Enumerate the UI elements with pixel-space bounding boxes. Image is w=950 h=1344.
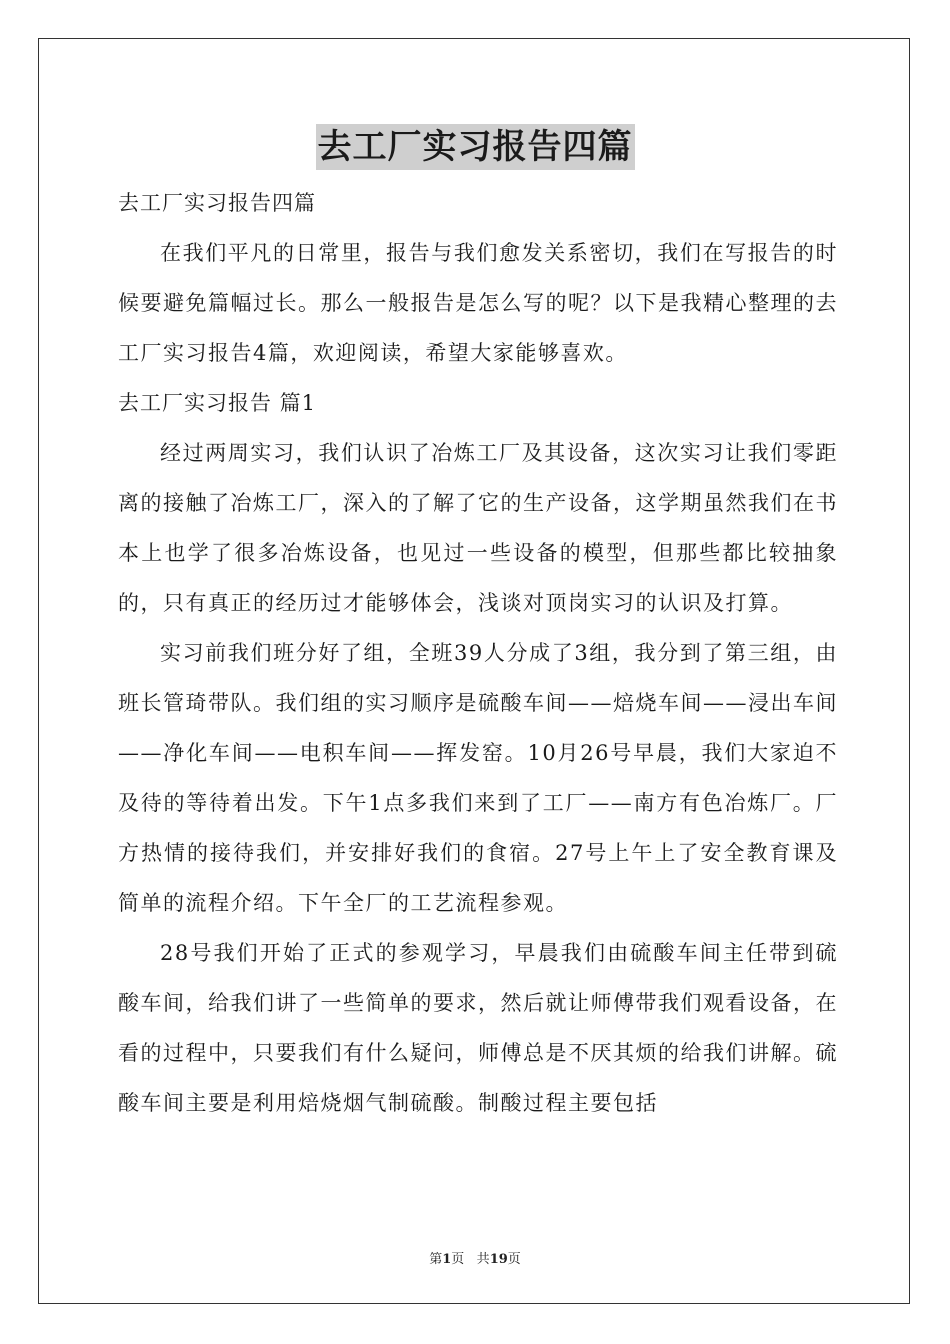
total-suffix: 页 [507,1252,521,1267]
document-title: 去工厂实习报告四篇 [316,124,635,170]
intro-paragraph: 在我们平凡的日常里，报告与我们愈发关系密切，我们在写报告的时候要避免篇幅过长。那么一般报告是怎么写的呢？以下是我精心整理的去工厂实习报告4篇，欢迎阅读，希望大家能够喜欢。 [118,241,838,365]
page-current: 1 [442,1252,452,1267]
section-heading-1: 去工厂实习报告 篇1 [118,391,317,415]
page-prefix: 第 [429,1252,443,1267]
page-suffix: 页 [451,1252,465,1267]
total-prefix: 共 [476,1252,490,1267]
intro-heading: 去工厂实习报告四篇 [118,191,316,215]
document-body [118,178,838,1128]
body-paragraph: 28号我们开始了正式的参观学习，早晨我们由硫酸车间主任带到硫酸车间，给我们讲了一些简单的要求，然后就让师傅带我们观看设备，在看的过程中，只要我们有什么疑问，师傅总是不厌其烦的给我们讲解。硫酸车间主要是利用焙烧烟气制硫酸。制酸过程主要包括 [118,941,838,1115]
page-footer [0,1248,950,1267]
page-total: 19 [489,1252,508,1267]
body-paragraph: 经过两周实习，我们认识了冶炼工厂及其设备，这次实习让我们零距离的接触了冶炼工厂，深入的了解了它的生产设备，这学期虽然我们在书本上也学了很多冶炼设备，也见过一些设备的模型，但那些都比较抽象的，只有真正的经历过才能够体会，浅谈对顶岗实习的认识及打算。 [118,441,838,615]
title-container [0,124,950,170]
body-paragraph: 实习前我们班分好了组，全班39人分成了3组，我分到了第三组，由班长管琦带队。我们组的实习顺序是硫酸车间——焙烧车间——浸出车间——净化车间——电积车间——挥发窑。10月26号早晨，我们大家迫不及待的等待着出发。下午1点多我们来到了工厂——南方有色冶炼厂。厂方热情的接待我们，并安排好我们的食宿。27号上午上了安全教育课及简单的流程介绍。下午全厂的工艺流程参观。 [118,641,838,915]
